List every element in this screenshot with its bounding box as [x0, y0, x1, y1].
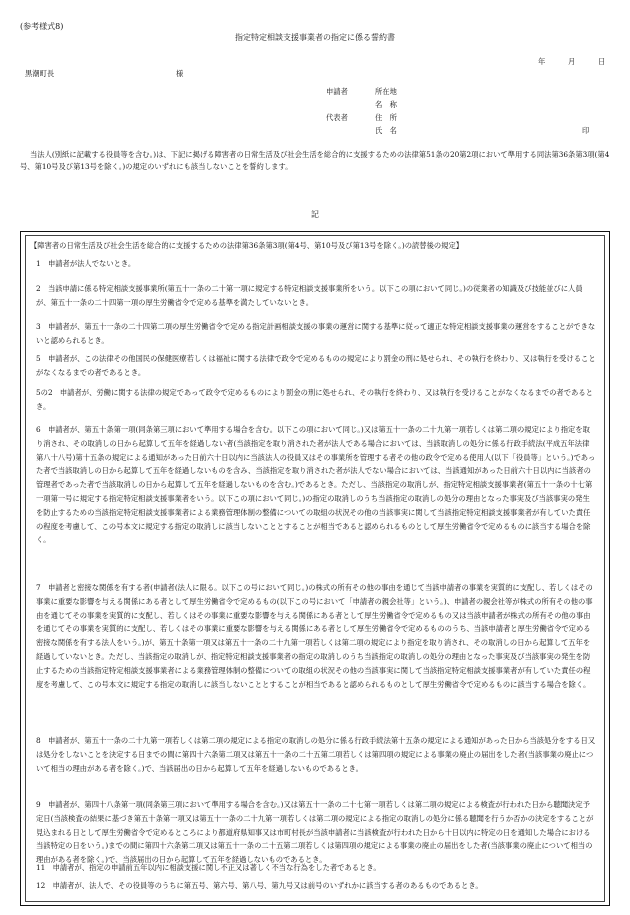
provision-item-8: 8 申請者が、第五十一条の二十九第一項若しくは第二項の規定による指定の取消しの処分に係る行政手続法第十五条の規定による通知があった日から当該処分をする日又は処分をしないことを決定する日までの間に第四十六条第二項又は第五十一条の二十五第二項若しくは第四項の規定による事業の廃止の届出をした者(当該事業の廃止について相当の理由がある者を除く。)で、当該届出の日から起算して五年を経過しないものであるとき。 — [36, 736, 596, 773]
provision-item-7: 7 申請者と密接な関係を有する者(申請者(法人に限る。以下この号において同じ。)の株式の所有その他の事由を通じて当該申請者の事業を実質的に支配し、若しくはその事業に重要な影響を与える関係にある者として厚生労働省令で定めるもの(以下この号において「申請者の親会社等」という。)、申請者の親会社等が株式の所有その他の事由を通じてその事業を実質的に支配し、若しくはその事業に重要な影響を与える関係にある者として厚生労働省令で定めるもの又は当該申請者が株式の所有その他の事由を通じてその事業を実質的に支配し、若しくはその事業に重要な影響を与える関係にある者として厚生労働省令で定めるもののうち、当該申請者と厚生労働省令で定める密接な関係を有する法人をいう。)が、第五十条第一項又は第五十一条の二十九第一項若しくは第二項の規定により指定を取り消され、その取消しの日から起算して五年を経過していないとき。ただし、当該指定の取消しが、指定特定相談支援事業者の指定の取消しのうち当該指定の取消しの処分の理由となった事実及び当該事実の発生を防止するための当該指定特定相談支援事業者による業務管理体制の整備についての取組の状況その他の当該事実に関して当該指定特定相談支援事業者が有していた責任の程度を考慮して、この号本文に規定する指定の取消しに該当しないこととすることが相当であると認められるものとして厚生労働省令で定めるものに該当する場合を除く。 — [36, 583, 593, 689]
pledge-statement: 当法人(別紙に記載する役員等を含む。)は、下記に掲げる障害者の日常生活及び社会生活を総合的に支援するための法律第51条の20第2項において準用する同法第36条第3項(第4号、第10号及び第13号を除く。)の規定のいずれにも該当しないことを誓約します。 — [20, 150, 610, 171]
seal-mark: 印 — [582, 126, 590, 135]
provisions-box — [20, 231, 610, 906]
addressee-honorific: 様 — [176, 69, 184, 78]
date-month-label: 月 — [568, 57, 576, 66]
name-label: 名 称 — [375, 100, 397, 109]
addressee-name: 黒潮町長 — [25, 69, 55, 78]
provisions-heading: 【障害者の日常生活及び社会生活を総合的に支援するための法律第36条第3項(第4号、第10号及び第13号を除く。)の読替後の規定】 — [30, 241, 464, 250]
ki-heading: 記 — [311, 210, 319, 219]
provision-item-12: 12 申請者が、法人で、その役員等のうちに第五号、第六号、第八号、第九号又は前号のいずれかに該当する者のあるものであるとき。 — [36, 881, 483, 890]
representative-address-label: 住 所 — [375, 113, 397, 122]
representative-name-label: 氏 名 — [375, 126, 397, 135]
provision-item-9: 9 申請者が、第四十八条第一項(同条第三項において準用する場合を含む。)又は第五十一条の二十七第一項若しくは第二項の規定による検査が行われた日から聴聞決定予定日(当該検査の結果に基づき第五十条第一項又は第五十一条の二十九第一項若しくは第二項の規定による指定の取消しの処分に係る聴聞を行うか否かの決定をすることが見込まれる日として厚生労働省令で定めるところにより都道府県知事又は市町村長が当該申請者に当該検査が行われた日から十日以内に特定の日を通知した場合における当該特定の日をいう。)までの間に第四十六条第二項又は第五十一条の二十五第二項若しくは第四項の規定による事業の廃止の届出をした者(当該事業の廃止について相当の理由がある者を除く。)で、当該届出の日から起算して五年を経過しないものであるとき。 — [36, 800, 594, 865]
date-year-label: 年 — [538, 57, 546, 66]
provision-item-11: 11 申請者が、指定の申請前五年以内に相談支援に関し不正又は著しく不当な行為をした者であるとき。 — [36, 863, 381, 872]
provision-item-2: 2 当該申請に係る特定相談支援事業所(第五十一条の二十第一項に規定する特定相談支援事業所をいう。以下この項において同じ。)の従業者の知識及び技能並びに人員が、第五十一条の二十四第一項の厚生労働省令で定める基準を満たしていないとき。 — [36, 284, 583, 307]
date-day-label: 日 — [598, 57, 606, 66]
provision-item-5-2: 5の2 申請者が、労働に関する法律の規定であって政令で定めるものにより罰金の刑に処せられ、その執行を終わり、又は執行を受けることがなくなるまでの者であるとき。 — [36, 388, 593, 411]
provision-item-3: 3 申請者が、第五十一条の二十四第二項の厚生労働省令で定める指定計画相談支援の事業の運営に関する基準に従って適正な特定相談支援事業の運営をすることができないと認められるとき。 — [36, 322, 596, 345]
form-label: (参考様式8) — [20, 22, 64, 31]
provisions-inner-border — [25, 235, 605, 902]
applicant-role-label: 申請者 — [326, 87, 348, 96]
document-title: 指定特定相談支援事業者の指定に係る誓約書 — [235, 33, 395, 42]
representative-role-label: 代表者 — [326, 113, 348, 122]
provision-item-6: 6 申請者が、第五十条第一項(同条第三項において準用する場合を含む。以下この項において同じ。)又は第五十一条の二十九第一項若しくは第二項の規定により指定を取り消され、その取消しの日から起算して五年を経過しない者(当該指定を取り消された者が法人である場合においては、当該取消しの処分に係る行政手続法(平成五年法律第八十八号)第十五条の規定による通知があった日前六十日以内に当該法人の役員又はその事業所を管理する者その他の政令で定める使用人(以下「役員等」という。)であった者で当該取消しの日から起算して五年を経過しないものを含み、当該指定を取り消された者が法人でない場合においては、当該通知があった日前六十日以内に当該者の管理者であった者で当該取消しの日から起算して五年を経過しないものを含む。)であるとき。ただし、当該指定の取消しが、指定特定相談支援事業者(第五十一条の十七第一項第一号に規定する指定特定相談支援事業者をいう。以下この項において同じ。)の指定の取消しのうち当該指定の取消しの処分の理由となった事実及び当該事実の発生を防止するための当該指定特定相談支援事業者による業務管理体制の整備についての取組の状況その他の当該事実に関して当該指定特定相談支援事業者が有していた責任の程度を考慮して、この号本文に規定する指定の取消しに該当しないこととすることが相当であると認められるものとして厚生労働省令で定めるものに該当する場合を除く。 — [36, 425, 596, 545]
provision-item-5: 5 申請者が、この法律その他国民の保健医療若しくは福祉に関する法律で政令で定めるものの規定により罰金の刑に処せられ、その執行を終わり、又は執行を受けることがなくなるまでの者であるとき。 — [36, 354, 596, 377]
address-label: 所在地 — [375, 87, 397, 96]
provision-item-1: 1 申請者が法人でないとき。 — [36, 259, 136, 268]
